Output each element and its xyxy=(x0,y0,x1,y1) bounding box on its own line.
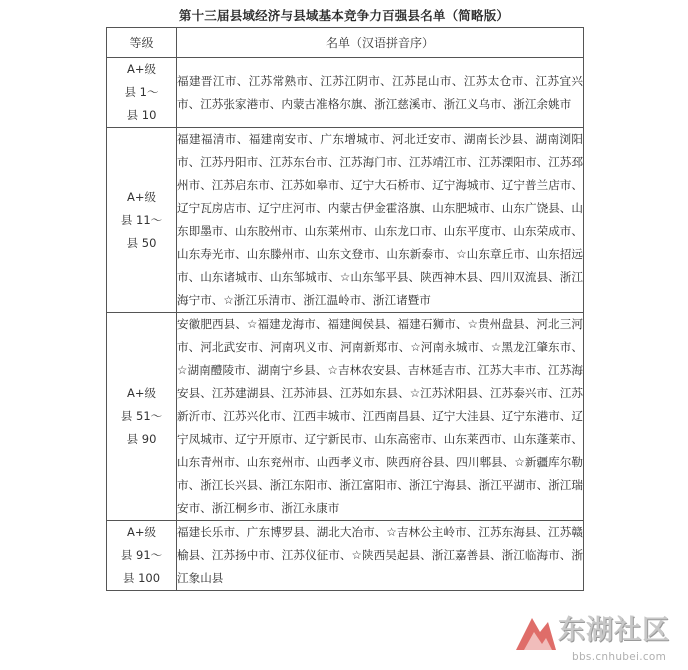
grade-cell xyxy=(107,128,177,313)
table-header-row xyxy=(107,28,584,58)
names-cell: 福建晋江市、江苏常熟市、江苏江阴市、江苏昆山市、江苏太仓市、江苏宜兴市、江苏张家港市、内蒙古准格尔旗、浙江慈溪市、浙江义乌市、浙江余姚市 xyxy=(177,58,584,128)
grade-label: A+级 xyxy=(126,62,156,76)
grade-range-start: 县 11～ xyxy=(120,212,163,227)
grade-label: A+级 xyxy=(126,525,156,539)
grade-label: A+级 xyxy=(126,189,156,204)
grade-range-end: 县 50 xyxy=(126,235,157,250)
grade-range-end: 县 100 xyxy=(122,571,161,585)
names-cell: 安徽肥西县、☆福建龙海市、福建闽侯县、福建石狮市、☆贵州盘县、河北三河市、河北武安市、河南巩义市、河南新郑市、☆河南永城市、☆黑龙江肇东市、☆湖南醴陵市、湖南宁乡县、☆吉林农安县、吉林延吉市、江苏大丰市、江苏海安县、江苏建湖县、江苏沛县、江苏如东县、☆江苏沭阳县、江苏泰兴市、江苏新沂市、江苏兴化市、江西丰城市、江西南昌县、辽宁大洼县、辽宁东港市、辽宁凤城市、辽宁开原市、辽宁新民市、山东高密市、山东莱西市、山东蓬莱市、山东青州市、山东兖州市、山西孝义市、陕西府谷县、四川郫县、☆新疆库尔勒市、浙江长兴县、浙江东阳市、浙江富阳市、浙江宁海县、浙江平湖市、浙江瑞安市、浙江桐乡市、浙江永康市 xyxy=(177,313,584,521)
grade-range-end: 县 90 xyxy=(126,432,157,446)
names-cell: 福建长乐市、广东博罗县、湖北大冶市、☆吉林公主岭市、江苏东海县、江苏赣榆县、江苏扬中市、江苏仪征市、☆陕西吴起县、浙江嘉善县、浙江临海市、浙江象山县 xyxy=(177,521,584,591)
document-title: 第十三届县域经济与县域基本竞争力百强县名单（简略版） xyxy=(178,8,510,23)
brand-logo-icon xyxy=(510,610,560,660)
grade-cell xyxy=(107,58,177,128)
grade-label: A+级 xyxy=(126,386,156,400)
grade-cell xyxy=(107,521,177,591)
watermark-url: bbs.cnhubei.com xyxy=(572,651,667,663)
header-names: 名单（汉语拼音序） xyxy=(177,28,584,58)
table-row xyxy=(107,128,584,313)
grade-range-start: 县 91～ xyxy=(120,548,163,562)
grade-range-start: 县 51～ xyxy=(120,409,163,423)
grade-cell xyxy=(107,313,177,521)
table-row xyxy=(107,313,584,521)
site-watermark xyxy=(510,610,688,670)
watermark-brand-text: 东湖社区 xyxy=(558,615,670,646)
table-row xyxy=(107,521,584,591)
grade-range-end: 县 10 xyxy=(126,108,157,122)
names-cell: 福建福清市、福建南安市、广东增城市、河北迁安市、湖南长沙县、湖南浏阳市、江苏丹阳市、江苏东台市、江苏海门市、江苏靖江市、江苏溧阳市、江苏邳州市、江苏启东市、江苏如皋市、辽宁大石桥市、辽宁海城市、辽宁普兰店市、辽宁瓦房店市、辽宁庄河市、内蒙古伊金霍洛旗、山东肥城市、山东广饶县、山东即墨市、山东胶州市、山东莱州市、山东龙口市、山东平度市、山东荣成市、山东寿光市、山东滕州市、山东文登市、山东新泰市、☆山东章丘市、山东招远市、山东诸城市、山东邹城市、☆山东邹平县、陕西神木县、四川双流县、浙江海宁市、☆浙江乐清市、浙江温岭市、浙江诸暨市 xyxy=(177,128,584,313)
table-row xyxy=(107,58,584,128)
header-grade: 等级 xyxy=(107,28,177,58)
grade-range-start: 县 1～ xyxy=(124,85,159,99)
county-ranking-table xyxy=(106,27,584,591)
